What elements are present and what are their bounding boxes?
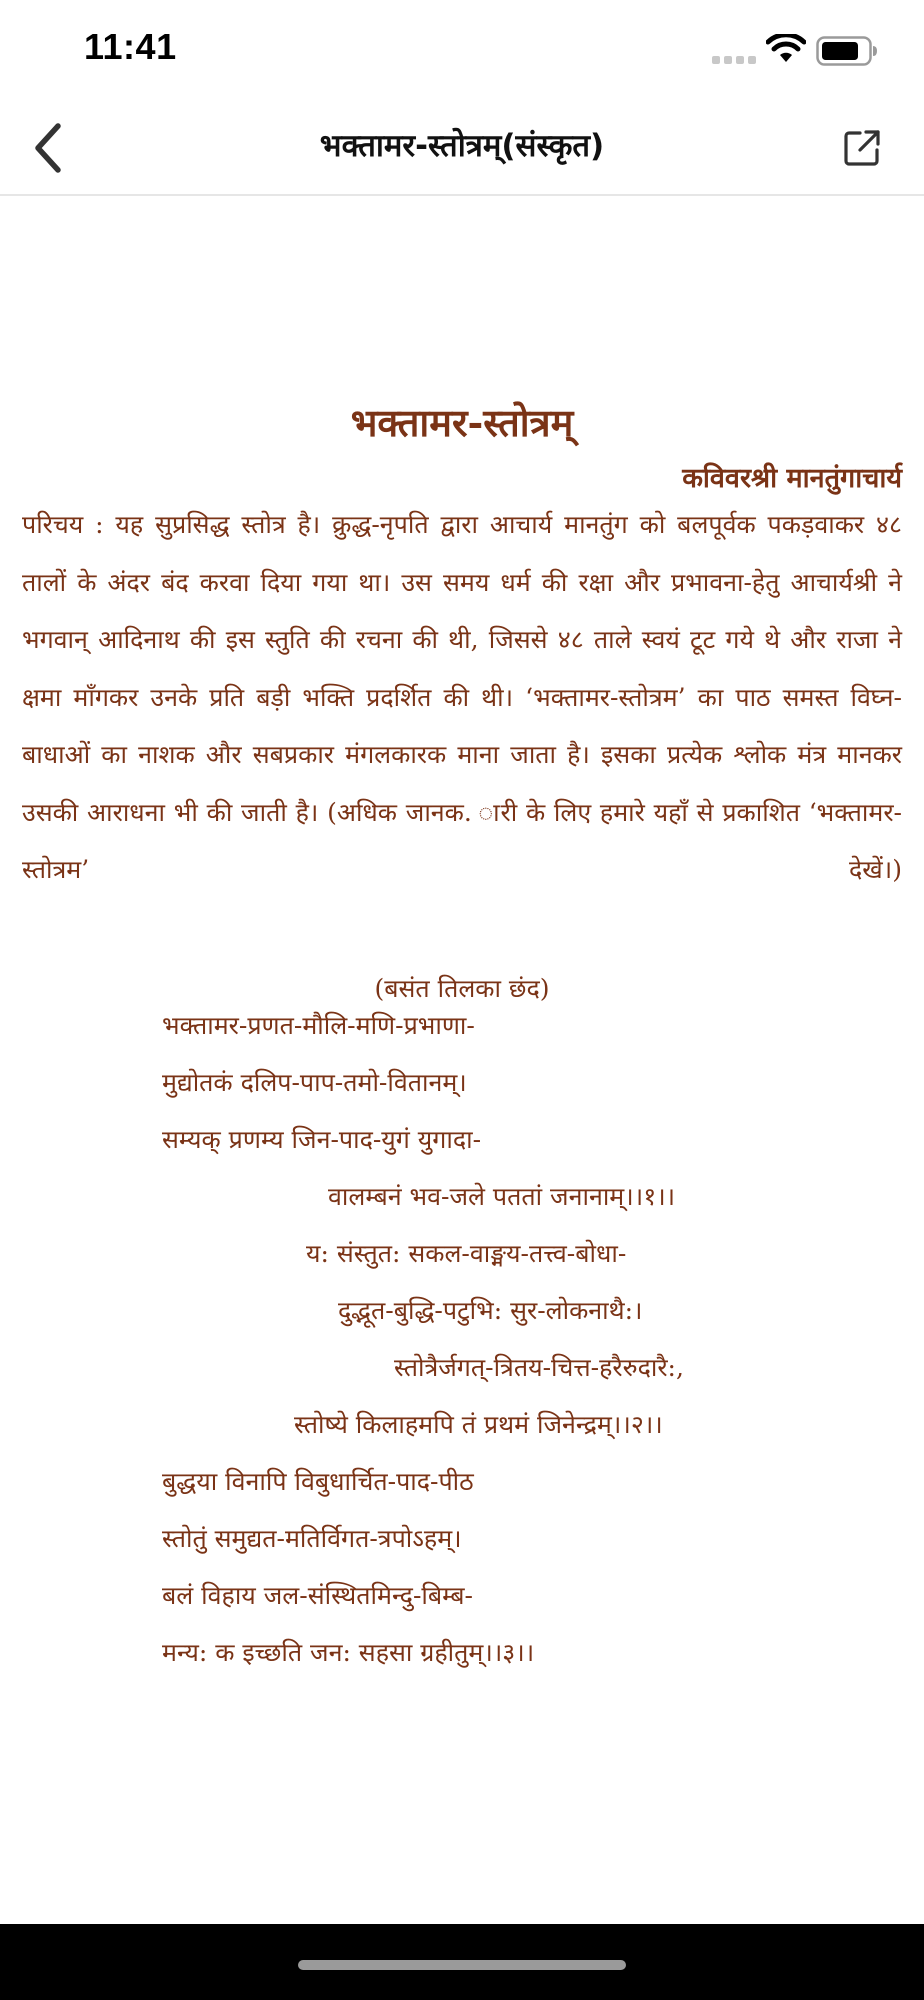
verse-line: बलं विहाय जल-संस्थितमिन्दु-बिम्ब-	[162, 1581, 473, 1610]
page-title: भक्तामर-स्तोत्रम्(संस्कृत)	[319, 128, 605, 164]
share-button[interactable]	[836, 122, 888, 174]
verse-line: सम्यक् प्रणम्य जिन-पाद-युगं युगादा-	[162, 1125, 482, 1154]
battery-icon	[816, 36, 878, 66]
verse-line: मन्य: क इच्छति जन: सहसा ग्रहीतुम्।।३।।	[162, 1638, 535, 1667]
verse-line: भक्तामर-प्रणत-मौलि-मणि-प्रभाणा-	[162, 1011, 475, 1040]
verse-line: य: संस्तुत: सकल-वाङ्मय-तत्त्व-बोधा-	[306, 1239, 627, 1268]
signal-dots-icon	[712, 56, 756, 64]
status-bar	[0, 0, 924, 100]
home-indicator[interactable]	[298, 1960, 626, 1970]
verse-line: दुद्भूत-बुद्धि-पटुभि: सुर-लोकनाथै:।	[338, 1296, 643, 1325]
intro-paragraph: परिचय : यह सुप्रसिद्ध स्तोत्र है। क्रुद्ध-नृपति द्वारा आचार्य मानतुंग को बलपूर्वक पकड़वाकर ४८ तालों के अंदर बंद करवा दिया गया था। उस समय धर्म की रक्षा और प्रभावना-हेतु आचार्यश्री ने भगवान् आदिनाथ की इस स्तुति की रचना की थी, जिससे ४८ ताले स्वयं टूट गये थे और राजा ने क्षमा माँगकर उनके प्रति बड़ी भक्ति प्रदर्शित की थी। ‘भक्तामर-स्तोत्रम’ का पाठ समस्त विघ्न-बाधाओं का नाशक और सबप्रकार मंगलकारक माना जाता है। इसका प्रत्येक श्लोक मंत्र मानकर उसकी आराधना भी की जाती है। (अधिक जानक. ारी के लिए हमारे यहाँ से प्रकाशित ‘भक्तामर-स्तोत्रम’ देखें।)	[22, 510, 902, 884]
wifi-icon	[766, 34, 806, 64]
meter-label: (बसंत तिलका छंद)	[374, 974, 550, 1003]
document-title: भक्तामर-स्तोत्रम्	[350, 400, 574, 445]
back-button[interactable]	[18, 116, 78, 180]
document-author: कविवरश्री मानतुंगाचार्य	[682, 463, 902, 494]
chevron-left-icon	[31, 122, 65, 174]
document-content	[0, 196, 924, 1924]
external-link-icon	[842, 128, 882, 168]
verse-line: वालम्बनं भव-जले पततां जनानाम्।।१।।	[328, 1182, 676, 1211]
verse-line: स्तोत्रैर्जगत्-त्रितय-चित्त-हरैरुदारै:,	[394, 1353, 684, 1382]
verse-line: मुद्योतकं दलिप-पाप-तमो-वितानम्।	[162, 1068, 467, 1097]
nav-bar	[0, 100, 924, 196]
verse-line: स्तोतुं समुद्यत-मतिर्विगत-त्रपोऽहम्।	[162, 1524, 462, 1553]
verse-line: बुद्धया विनापि विबुधार्चित-पाद-पीठ	[162, 1467, 474, 1496]
verse-line: स्तोष्ये किलाहमपि तं प्रथमं जिनेन्द्रम्।।२।।	[294, 1410, 663, 1439]
status-time: 11:41	[84, 26, 177, 67]
